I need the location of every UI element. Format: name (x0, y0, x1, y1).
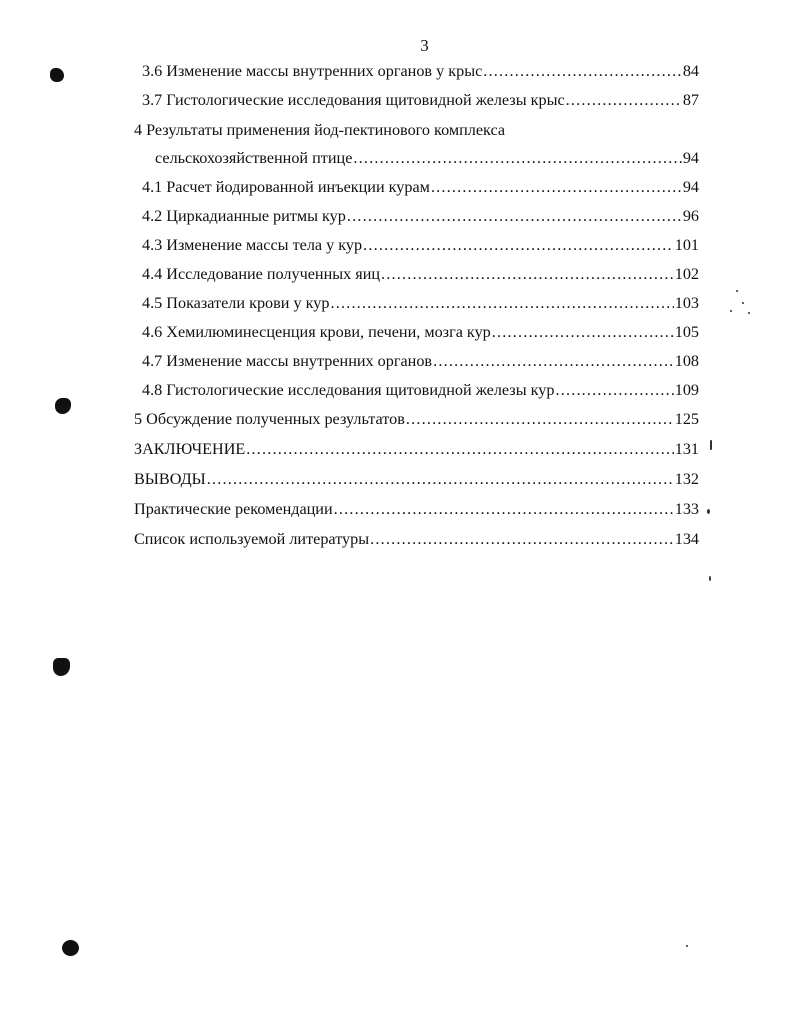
scan-speck (709, 576, 711, 581)
toc-entry-page: 133 (674, 500, 699, 518)
toc-entry[interactable] (142, 265, 699, 289)
toc-entry[interactable] (134, 470, 699, 494)
toc-entry[interactable] (142, 178, 699, 202)
scan-speck (707, 509, 710, 514)
dot-leader (381, 265, 674, 284)
dot-leader (433, 352, 674, 371)
toc-entry-title: 4.5 Показатели крови у кур (142, 294, 330, 312)
dot-leader (246, 440, 673, 459)
toc-entry-page: 125 (674, 410, 699, 428)
toc-entry-title: 4.4 Исследование полученных яиц (142, 265, 381, 283)
toc-entry-page: 101 (674, 236, 699, 254)
page-number: 3 (420, 36, 429, 55)
scan-speck (730, 310, 732, 312)
toc-entry-page: 103 (674, 294, 699, 312)
punch-hole-mark (50, 68, 64, 82)
toc-entry[interactable] (142, 381, 699, 405)
dot-leader (370, 530, 674, 549)
scan-speck (742, 302, 744, 304)
toc-entry-page: 102 (674, 265, 699, 283)
toc-entry[interactable] (142, 207, 699, 231)
toc-entry-page: 94 (682, 149, 699, 167)
toc-entry-page: 94 (682, 178, 699, 196)
toc-chapter-heading[interactable]: 4 Результаты применения йод-пектинового комплекса (134, 121, 506, 139)
toc-entry-title: 4.2 Циркадианные ритмы кур (142, 207, 346, 225)
punch-hole-mark (55, 398, 71, 414)
toc-entry[interactable] (142, 91, 699, 115)
toc-entry[interactable] (142, 236, 699, 260)
toc-entry-title: Список используемой литературы (134, 530, 370, 548)
dot-leader (347, 207, 682, 226)
toc-entry-title: 4.3 Изменение массы тела у кур (142, 236, 363, 254)
toc-entry[interactable] (142, 62, 699, 86)
toc-entry-page: 134 (674, 530, 699, 548)
dot-leader (483, 62, 682, 81)
toc-entry[interactable] (134, 440, 699, 464)
toc-entry-page: 87 (682, 91, 699, 109)
toc-entry[interactable] (142, 352, 699, 376)
scan-speck (736, 290, 738, 292)
toc-entry[interactable] (155, 149, 699, 173)
dot-leader (492, 323, 674, 342)
dot-leader (431, 178, 682, 197)
toc-entry-title: 4.7 Изменение массы внутренних органов (142, 352, 433, 370)
toc-entry-title: Практические рекомендации (134, 500, 333, 518)
scan-speck (686, 945, 688, 947)
toc-entry-title: 5 Обсуждение полученных результатов (134, 410, 405, 428)
toc-entry-title: 4.1 Расчет йодированной инъекции курам (142, 178, 430, 196)
toc-entry-title: ЗАКЛЮЧЕНИЕ (134, 440, 246, 458)
dot-leader (334, 500, 674, 519)
toc-entry-page: 84 (682, 62, 699, 80)
toc-entry-page: 105 (674, 323, 699, 341)
toc-entry[interactable] (134, 410, 699, 434)
toc-entry-page: 131 (674, 440, 699, 458)
toc-entry-page: 96 (682, 207, 699, 225)
toc-entry-page: 109 (674, 381, 699, 399)
toc-entry-title: 4.6 Хемилюминесценция крови, печени, мозга кур (142, 323, 491, 341)
toc-entry[interactable] (134, 530, 699, 554)
toc-entry[interactable] (142, 323, 699, 347)
toc-entry-page: 108 (674, 352, 699, 370)
scan-speck (710, 440, 712, 450)
dot-leader (555, 381, 673, 400)
dot-leader (406, 410, 674, 429)
toc-entry-title: 3.6 Изменение массы внутренних органов у крыс (142, 62, 483, 80)
toc-entry-title: 3.7 Гистологические исследования щитовидной железы крыс (142, 91, 565, 109)
toc-entry-page: 132 (674, 470, 699, 488)
punch-hole-mark (62, 940, 79, 956)
dot-leader (363, 236, 674, 255)
dot-leader (330, 294, 673, 313)
toc-entry-title: сельскохозяйственной птице (155, 149, 353, 167)
scan-speck (748, 312, 750, 314)
toc-entry-title: 4.8 Гистологические исследования щитовидной железы кур (142, 381, 555, 399)
dot-leader (207, 470, 674, 489)
dot-leader (353, 149, 681, 168)
toc-entry[interactable] (134, 500, 699, 524)
punch-hole-mark (53, 658, 70, 676)
dot-leader (566, 91, 682, 110)
toc-entry[interactable] (142, 294, 699, 318)
toc-entry-title: ВЫВОДЫ (134, 470, 206, 488)
